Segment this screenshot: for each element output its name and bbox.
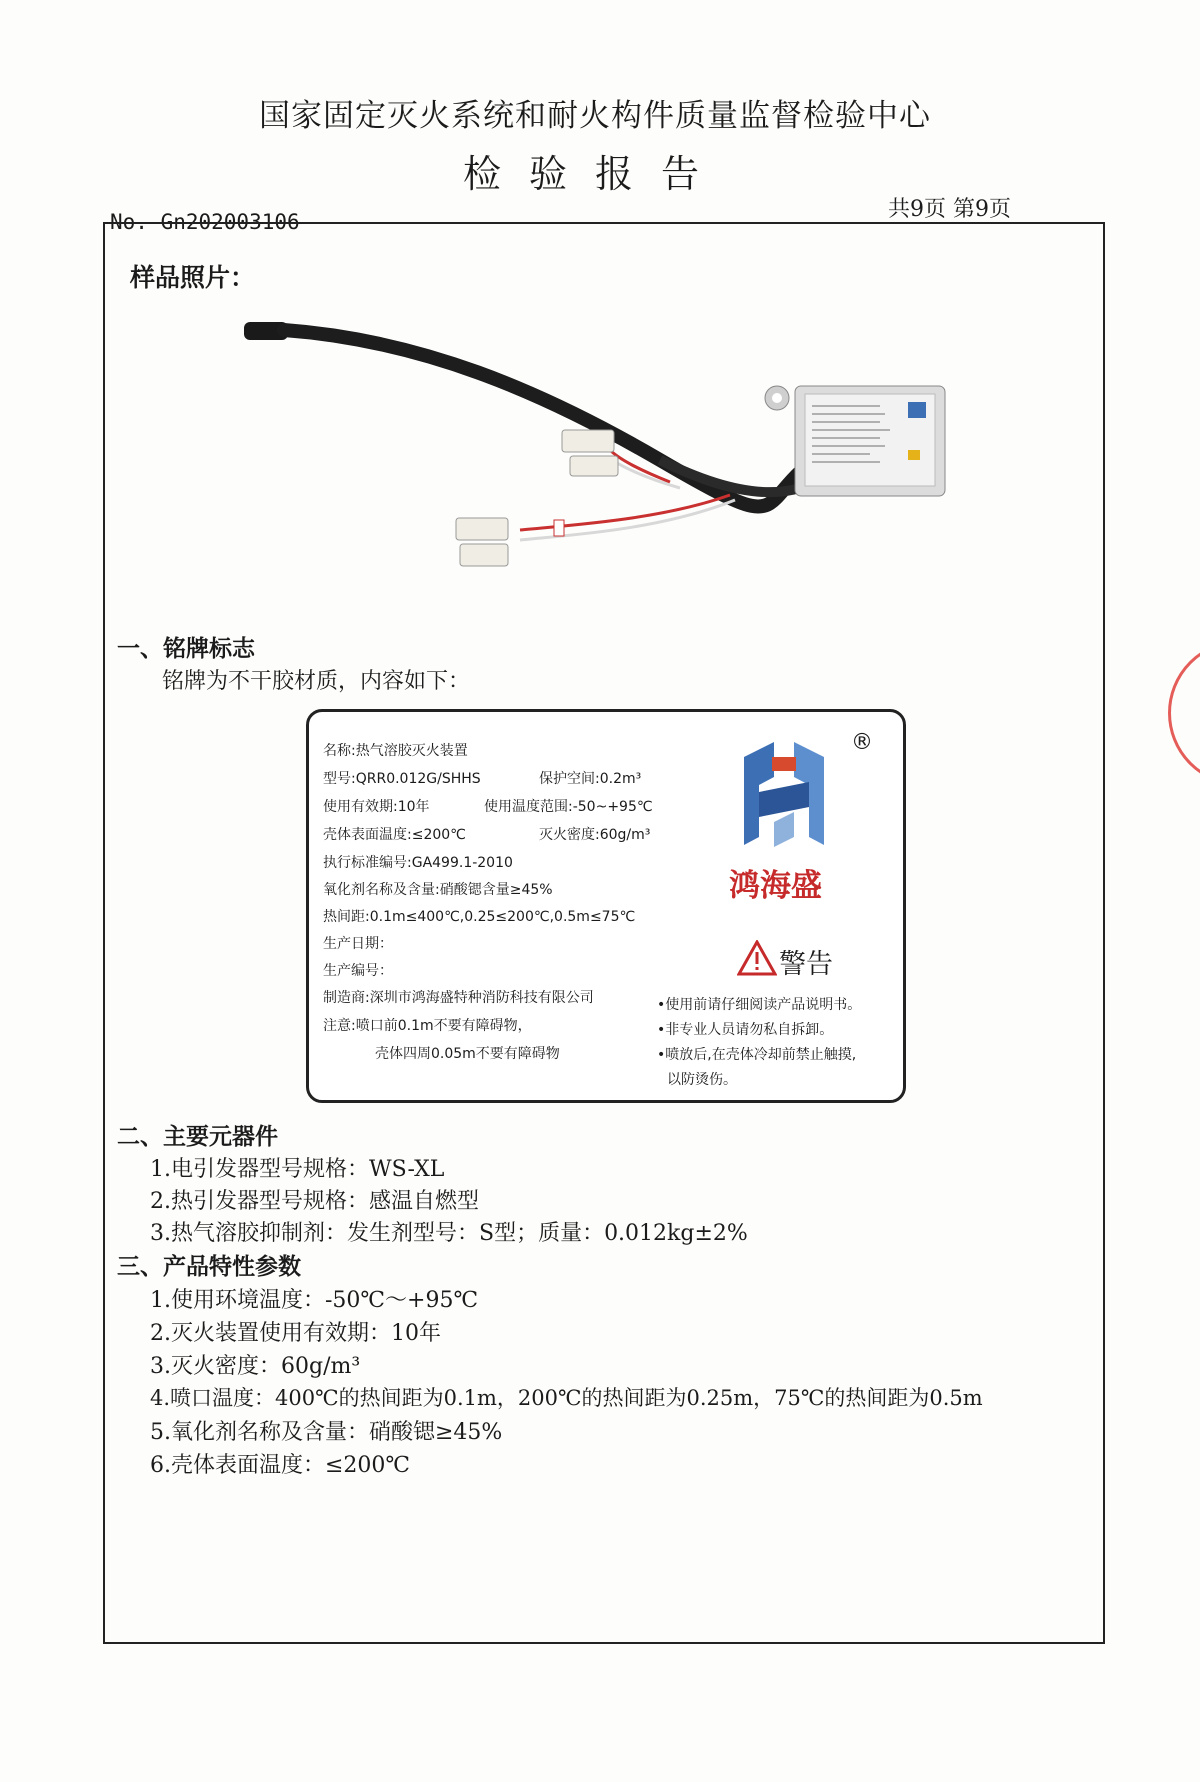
section1-intro: 铭牌为不干胶材质，内容如下： (162, 669, 471, 694)
section3-item: 5.氧化剂名称及含量：硝酸锶≥45% (150, 1420, 503, 1445)
plate-note2: 壳体四周0.05m不要有障碍物 (375, 1046, 560, 1062)
section2-item: 2.热引发器型号规格：感温自燃型 (150, 1189, 479, 1214)
plate-density: 灭火密度:60g/m³ (539, 827, 651, 843)
plate-temp-range: 使用温度范围:-50~+95℃ (484, 799, 653, 815)
brand-name: 鸿海盛 (729, 868, 822, 904)
plate-standard: 执行标准编号:GA499.1-2010 (323, 855, 513, 871)
warning-item: •喷放后,在壳体冷却前禁止触摸, (657, 1047, 857, 1063)
plate-model: 型号:QRR0.012G/SHHS (323, 771, 481, 787)
product-photo (240, 310, 960, 580)
report-title: 检验报告 (462, 152, 727, 196)
section2-item: 1.电引发器型号规格：WS-XL (150, 1157, 445, 1182)
warning-icon (737, 940, 777, 976)
plate-maker: 制造商:深圳市鸿海盛特种消防科技有限公司 (323, 990, 594, 1006)
section3-title: 三、产品特性参数 (117, 1254, 301, 1280)
section2-title: 二、主要元器件 (117, 1124, 278, 1150)
section3-item: 1.使用环境温度：-50℃～+95℃ (150, 1288, 479, 1313)
plate-surface-temp: 壳体表面温度:≤200℃ (323, 827, 466, 843)
section3-item: 2.灭火装置使用有效期：10年 (150, 1321, 441, 1346)
plate-note1: 注意:喷口前0.1m不要有障碍物， (323, 1018, 532, 1034)
sample-photo-label: 样品照片： (130, 263, 256, 292)
registered-mark: ® (851, 730, 873, 755)
section3-item: 4.喷口温度：400℃的热间距为0.1m，200℃的热间距为0.25m，75℃的热间距为0.5m (150, 1386, 983, 1410)
warning-item: 以防烫伤。 (667, 1072, 737, 1088)
plate-space: 保护空间:0.2m³ (539, 771, 642, 787)
section3-item: 6.壳体表面温度：≤200℃ (150, 1453, 411, 1478)
plate-validity: 使用有效期:10年 (323, 799, 430, 815)
section3-item: 3.灭火密度：60g/m³ (150, 1354, 361, 1379)
nameplate (306, 709, 906, 1103)
warning-item: •非专业人员请勿私自拆卸。 (657, 1022, 834, 1038)
page-info: 共9页 第9页 (888, 197, 1011, 222)
plate-name: 名称:热气溶胶灭火装置 (323, 743, 468, 759)
section1-title: 一、铭牌标志 (117, 636, 255, 662)
red-seal-stamp (1168, 640, 1200, 786)
plate-prod-date: 生产日期： (323, 936, 393, 952)
org-title: 国家固定灭火系统和耐火构件质量监督检验中心 (259, 98, 931, 134)
section2-item: 3.热气溶胶抑制剂：发生剂型号：S型；质量：0.012kg±2% (150, 1221, 748, 1246)
plate-prod-no: 生产编号： (323, 963, 393, 979)
plate-distance: 热间距:0.1m≤400℃,0.25≤200℃,0.5m≤75℃ (323, 909, 636, 925)
report-number: No. Gn202003106 (110, 210, 300, 234)
warning-title: 警告 (779, 949, 833, 980)
brand-logo-icon (734, 737, 834, 857)
warning-item: •使用前请仔细阅读产品说明书。 (657, 997, 862, 1013)
plate-oxidizer: 氧化剂名称及含量:硝酸锶含量≥45% (323, 882, 553, 898)
